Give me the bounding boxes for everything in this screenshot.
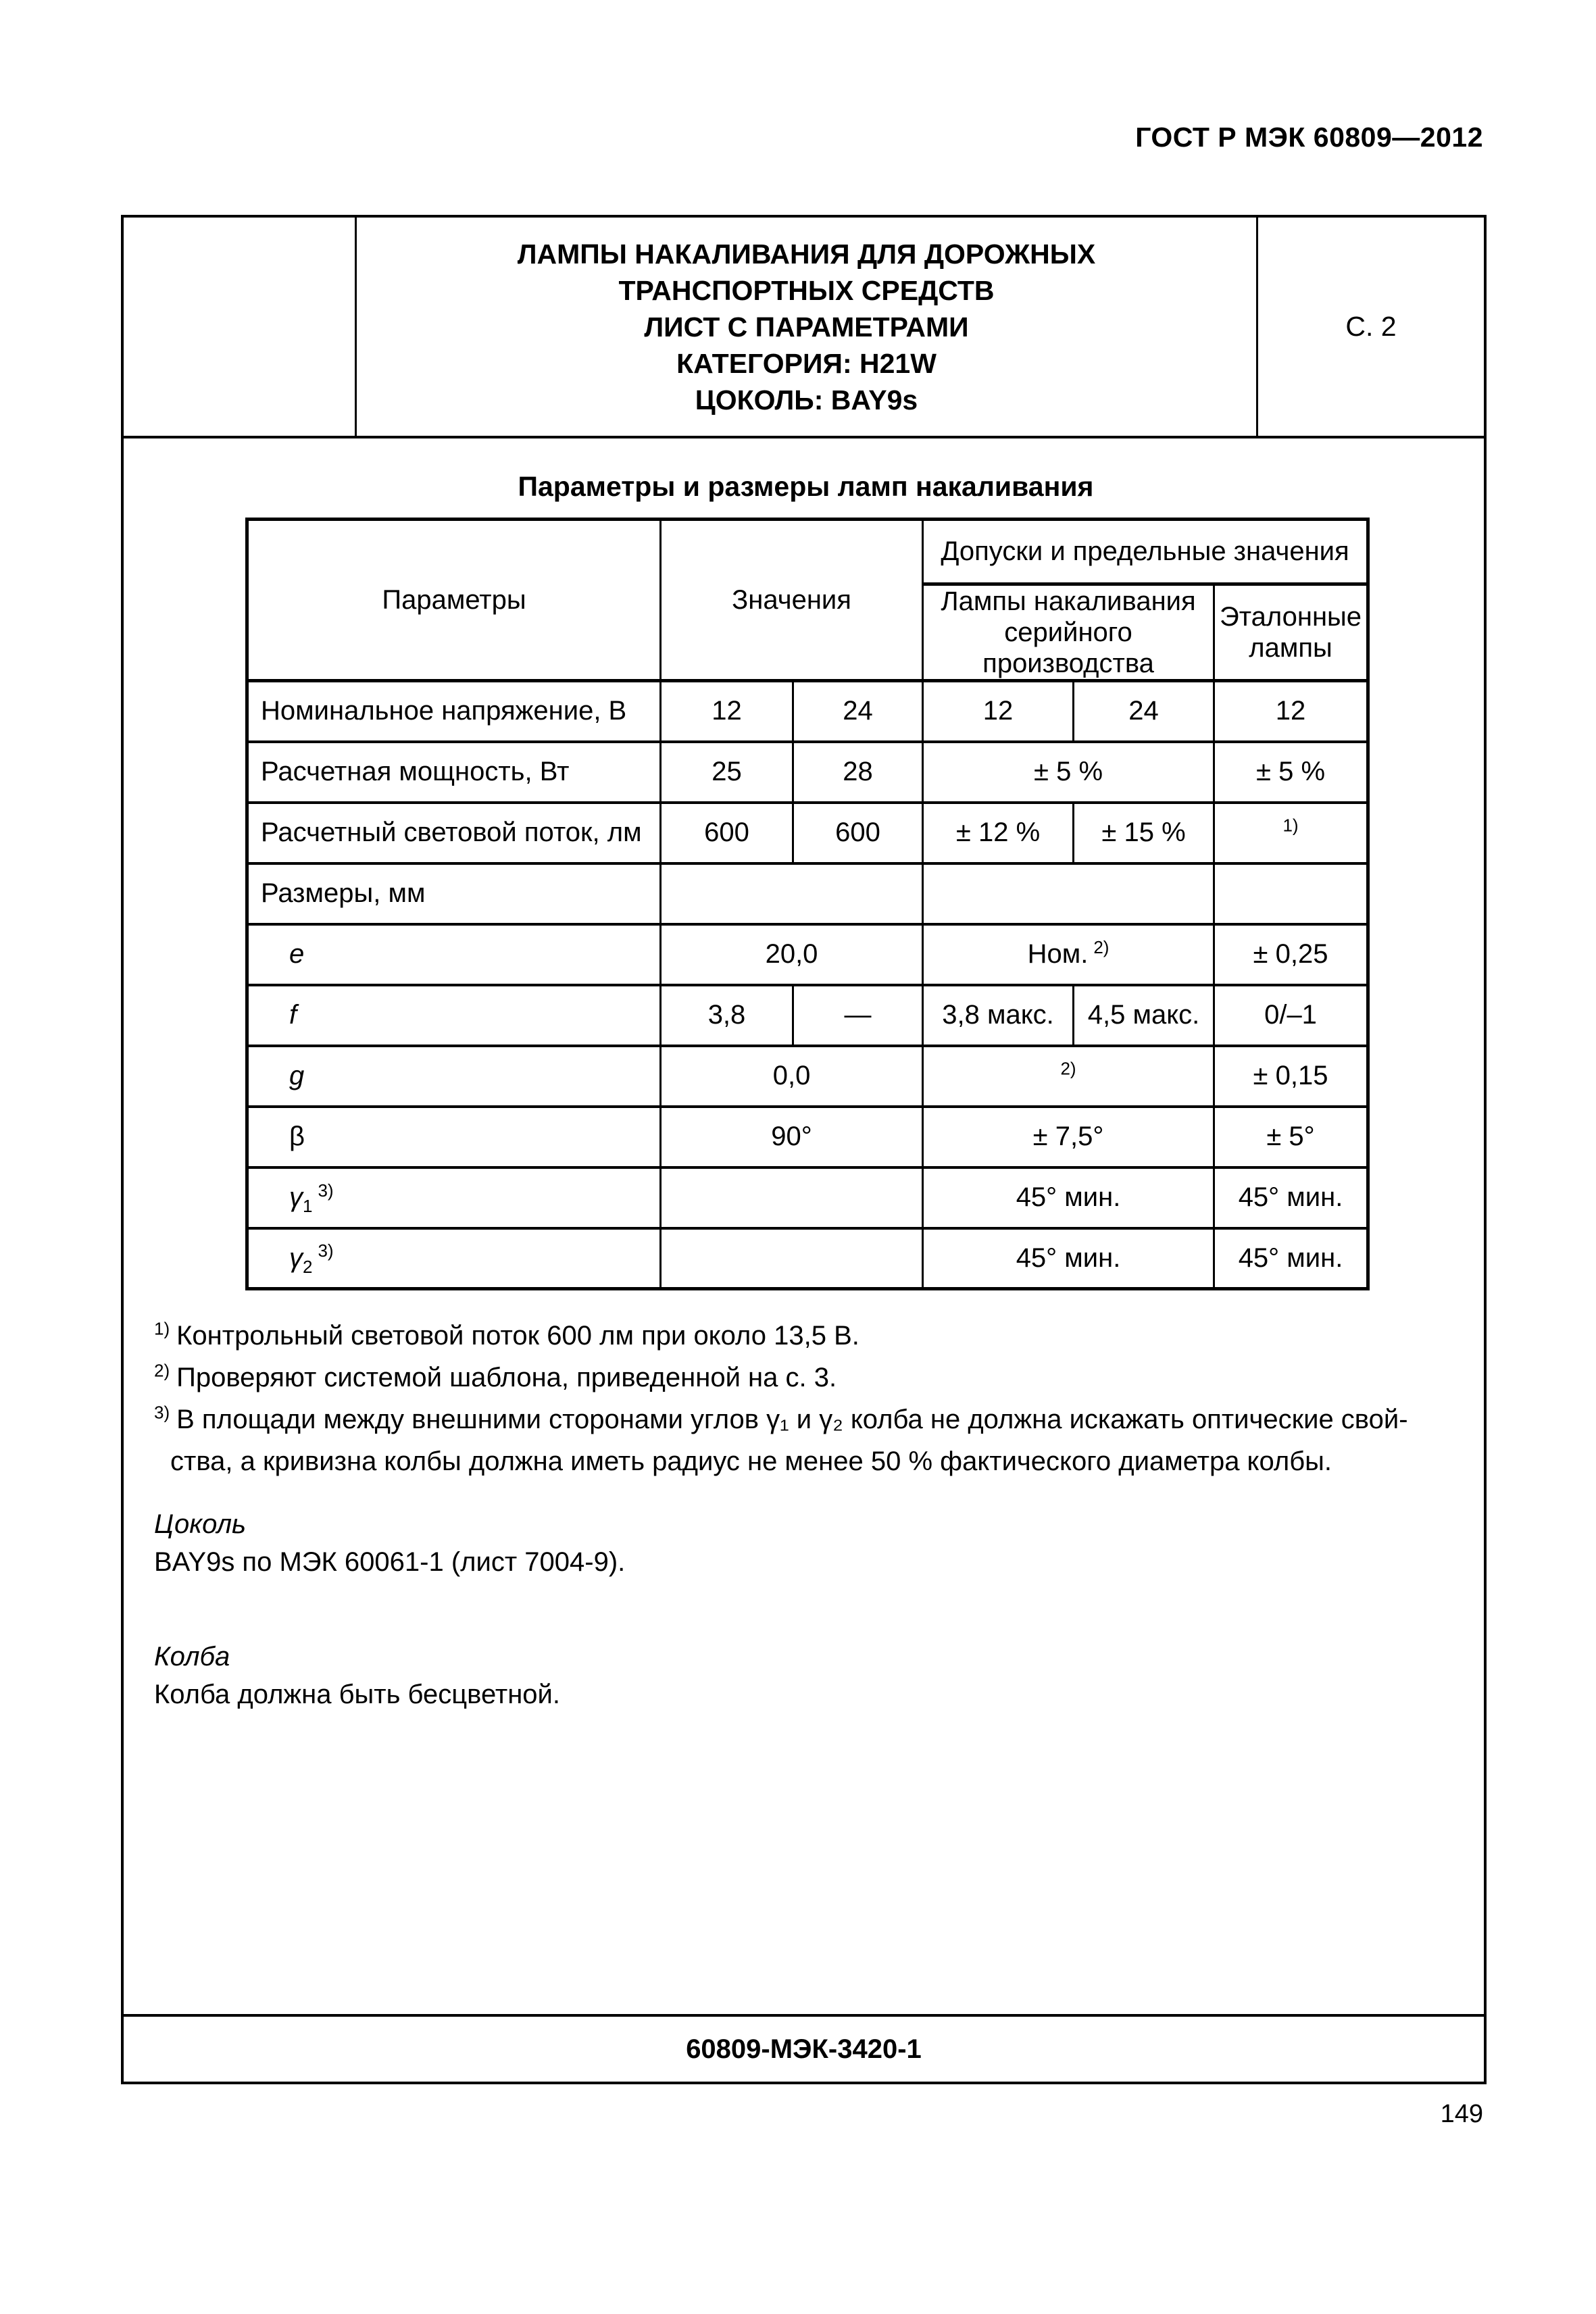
footnote-1 bbox=[154, 1315, 1489, 1357]
beta-etalon: ± 5° bbox=[1214, 1107, 1368, 1167]
gamma1-label: $\gamma_1^{3)}$ bbox=[247, 1167, 661, 1228]
voltage-serial-24: 24 bbox=[1074, 681, 1214, 742]
header-row-top bbox=[247, 520, 1368, 584]
power-etalon-tolerance: ± 5 % bbox=[1214, 742, 1368, 803]
voltage-value-12: 12 bbox=[661, 681, 793, 742]
parameters-table bbox=[245, 518, 1370, 1290]
g-etalon: ± 0,15 bbox=[1214, 1046, 1368, 1107]
voltage-label: Номинальное напряжение, В bbox=[247, 681, 661, 742]
gamma1-etalon: 45° мин. bbox=[1214, 1167, 1368, 1228]
footnote-ref-2b: 2) bbox=[1060, 1058, 1076, 1079]
gamma1-value-empty bbox=[661, 1167, 923, 1228]
footnote-ref-3b: 3) bbox=[318, 1240, 334, 1261]
flux-label: Расчетный световой поток, лм bbox=[247, 803, 661, 863]
footnote-3 bbox=[154, 1399, 1489, 1440]
beta-serial: ± 7,5° bbox=[923, 1107, 1214, 1167]
beta-value: 90° bbox=[661, 1107, 923, 1167]
row-voltage bbox=[247, 681, 1368, 742]
footnote-ref-2: 2) bbox=[1093, 936, 1109, 957]
f-value-2: — bbox=[793, 985, 923, 1046]
flux-serial-tolerance-12: ± 12 % bbox=[923, 803, 1074, 863]
flux-value-2: 600 bbox=[793, 803, 923, 863]
header-values: Значения bbox=[661, 520, 923, 681]
voltage-serial-12: 12 bbox=[923, 681, 1074, 742]
header-tolerances: Допуски и предельные значения bbox=[923, 520, 1368, 584]
gamma1-serial: 45° мин. bbox=[923, 1167, 1214, 1228]
gamma2-value-empty bbox=[661, 1228, 923, 1289]
footnote-2-marker: 2) bbox=[154, 1360, 170, 1381]
beta-label: β bbox=[247, 1107, 661, 1167]
e-label: e bbox=[247, 924, 661, 985]
f-label: f bbox=[247, 985, 661, 1046]
footnote-ref-3: 3) bbox=[318, 1180, 334, 1201]
e-serial: Ном. $^{2)}$ bbox=[923, 924, 1214, 985]
power-serial-tolerance: ± 5 % bbox=[923, 742, 1214, 803]
voltage-etalon: 12 bbox=[1214, 681, 1368, 742]
row-gamma1 bbox=[247, 1167, 1368, 1228]
doc-code-row bbox=[124, 2014, 1484, 2082]
f-etalon: 0/–1 bbox=[1214, 985, 1368, 1046]
g-serial bbox=[923, 1046, 1214, 1107]
title-line-5: ЦОКОЛЬ: BAY9s bbox=[695, 384, 918, 416]
row-beta bbox=[247, 1107, 1368, 1167]
page-number: 149 bbox=[1440, 2100, 1483, 2128]
g-label: g bbox=[247, 1046, 661, 1107]
footnote-3-marker: 3) bbox=[154, 1402, 170, 1423]
f-serial-12: 3,8 макс. bbox=[923, 985, 1074, 1046]
footnote-2 bbox=[154, 1357, 1489, 1399]
row-f bbox=[247, 985, 1368, 1046]
gamma2-etalon: 45° мин. bbox=[1214, 1228, 1368, 1289]
dimensions-etalon-empty bbox=[1214, 863, 1368, 924]
footnote-1-text: Контрольный световой поток 600 лм при около 13,5 В. bbox=[176, 1321, 859, 1351]
title-line-1: ЛАМПЫ НАКАЛИВАНИЯ ДЛЯ ДОРОЖНЫХ bbox=[517, 238, 1096, 270]
flux-serial-tolerance-24: ± 15 % bbox=[1074, 803, 1214, 863]
power-label: Расчетная мощность, Вт bbox=[247, 742, 661, 803]
gamma2-serial: 45° мин. bbox=[923, 1228, 1214, 1289]
f-value-1: 3,8 bbox=[661, 985, 793, 1046]
title-line-4: КАТЕГОРИЯ: H21W bbox=[676, 347, 937, 379]
footnote-3-continuation: ства, а кривизна колбы должна иметь радиус не менее 50 % фактического диаметра колбы. bbox=[170, 1447, 1332, 1476]
section-base-heading: Цоколь bbox=[154, 1509, 247, 1539]
footnote-ref-1: 1) bbox=[1282, 815, 1299, 836]
footnote-1-marker: 1) bbox=[154, 1318, 170, 1339]
section-bulb-body: Колба должна быть бесцветной. bbox=[154, 1680, 560, 1709]
standard-number-header: ГОСТ Р МЭК 60809—2012 bbox=[1135, 122, 1483, 153]
gamma2-label: $\gamma_2^{3)}$ bbox=[247, 1228, 661, 1289]
power-value-2: 28 bbox=[793, 742, 923, 803]
doc-code: 60809-МЭК-3420-1 bbox=[686, 2034, 922, 2064]
e-etalon: ± 0,25 bbox=[1214, 924, 1368, 985]
f-serial-24: 4,5 макс. bbox=[1074, 985, 1214, 1046]
title-line-2: ТРАНСПОРТНЫХ СРЕДСТВ bbox=[618, 274, 995, 306]
footnotes-block bbox=[154, 1315, 1489, 1482]
g-value: 0,0 bbox=[661, 1046, 923, 1107]
power-value-1: 25 bbox=[661, 742, 793, 803]
e-value: 20,0 bbox=[661, 924, 923, 985]
title-line-3: ЛИСТ С ПАРАМЕТРАМИ bbox=[644, 311, 969, 343]
title-block-empty-cell bbox=[124, 218, 357, 436]
title-block-title bbox=[357, 218, 1256, 436]
table-title: Параметры и размеры ламп накаливания bbox=[518, 471, 1094, 502]
footnote-3-text: В площади между внешними сторонами углов γ₁ и γ₂ колба не должна искажать оптические свой- bbox=[176, 1405, 1408, 1434]
section-bulb bbox=[154, 1638, 1484, 1713]
header-etalon-lamps: Эталонные лампы bbox=[1214, 584, 1368, 681]
dimensions-serial-empty bbox=[923, 863, 1214, 924]
row-dimensions bbox=[247, 863, 1368, 924]
row-gamma2 bbox=[247, 1228, 1368, 1289]
dimensions-label: Размеры, мм bbox=[247, 863, 661, 924]
flux-value-1: 600 bbox=[661, 803, 793, 863]
sheet-number: С. 2 bbox=[1256, 218, 1484, 436]
title-block bbox=[124, 218, 1484, 438]
document-frame bbox=[121, 215, 1487, 2084]
section-base bbox=[154, 1505, 1484, 1581]
dimensions-values-empty bbox=[661, 863, 923, 924]
row-e bbox=[247, 924, 1368, 985]
header-parameters: Параметры bbox=[247, 520, 661, 681]
row-power bbox=[247, 742, 1368, 803]
section-base-body: BAY9s по МЭК 60061-1 (лист 7004-9). bbox=[154, 1547, 626, 1577]
section-bulb-heading: Колба bbox=[154, 1642, 230, 1671]
footnote-2-text: Проверяют системой шаблона, приведенной на с. 3. bbox=[176, 1363, 837, 1392]
row-g bbox=[247, 1046, 1368, 1107]
content-area bbox=[124, 438, 1484, 2014]
voltage-value-24: 24 bbox=[793, 681, 923, 742]
row-flux bbox=[247, 803, 1368, 863]
flux-etalon-footnote bbox=[1214, 803, 1368, 863]
header-serial-lamps: Лампы накаливания серийного производства bbox=[923, 584, 1214, 681]
